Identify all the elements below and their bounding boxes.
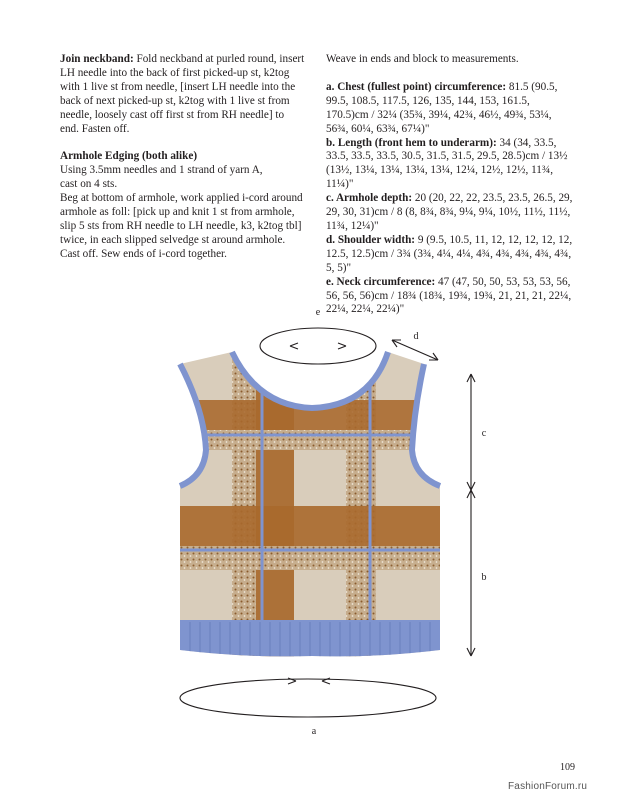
- measurement-armhole-value: 20 (20, 22, 22, 23.5, 23.5, 26.5, 29, 29, 30, 31)cm / 8 (8, 8¾, 8¾, 9¼, 9¼, 10½, 11½, 11½, 11¾, 12¼)": [326, 192, 573, 232]
- armhole-edging-line-2: cast on 4 sts.: [60, 178, 118, 191]
- armhole-edging-body: [60, 164, 305, 261]
- dimension-c-arrow: [467, 374, 475, 490]
- page-number: 109: [560, 762, 575, 773]
- left-column: [60, 53, 305, 262]
- right-column: [326, 53, 574, 317]
- measurement-length-value: 34 (34, 33.5, 33.5, 33.5, 33.5, 30.5, 31.5, 31.5, 29.5, 28.5)cm / 13½ (13½, 13¼, 13¼, 13¼, 13¼, 12¼, 12½, 12½, 11¾, 11¼)": [326, 136, 568, 191]
- dimension-a-arrow: [180, 678, 436, 717]
- dimension-label-c: c: [481, 428, 487, 439]
- watermark: FashionForum.ru: [508, 781, 588, 792]
- armhole-edging-heading: Armhole Edging (both alike): [60, 150, 198, 163]
- measurement-chest-label: a. Chest (fullest point) circumference:: [326, 80, 507, 93]
- measurement-shoulder-value: 9 (9.5, 10.5, 11, 12, 12, 12, 12, 12, 12.5, 12.5)cm / 3¾ (3¾, 4¼, 4¼, 4¾, 4¾, 4¾, 4¾, 4¾, 5, 5)": [326, 233, 573, 274]
- armhole-edging-finish: Cast off. Sew ends of i-cord together.: [60, 247, 227, 260]
- measurement-neck-value: 47 (47, 50, 50, 53, 53, 53, 56, 56, 56, 56)cm / 18¾ (18¾, 19¾, 19¾, 21, 21, 21, 22¼, 22¼, 22¼, 22¼)": [326, 275, 572, 316]
- dimension-label-e: e: [315, 307, 321, 318]
- measurement-shoulder: [326, 234, 574, 276]
- vest-diagram-svg: [0, 300, 621, 740]
- measurement-shoulder-label: d. Shoulder width:: [326, 233, 416, 246]
- vest-body: [170, 340, 450, 670]
- armhole-edging-line-1: Using 3.5mm needles and 1 strand of yarn A,: [60, 164, 263, 177]
- join-neckband-text: Fold neckband at purled round, insert LH needle into the back of first picked-up st, k2tog with 1 live st from needle, [insert LH needle into the back of next picked-up st, k2tog with 1 live st from needle, loosely cast off first st from RH needle] to end. Fasten off.: [60, 53, 305, 135]
- dimension-label-b: b: [481, 572, 487, 583]
- measurement-chest: [326, 81, 574, 137]
- vest-band-tweed-1: [170, 430, 450, 450]
- weave-in-ends-intro: Weave in ends and block to measurements.: [326, 53, 519, 65]
- measurement-chest-value: 81.5 (90.5, 99.5, 108.5, 117.5, 126, 135, 144, 153, 161.5, 170.5)cm / 32¼ (35¾, 39¼, 42¾, 46½, 49¾, 53¼, 56¾, 60¼, 63¾, 67¼)": [326, 80, 558, 135]
- vest-measurement-diagram: [0, 300, 621, 740]
- measurement-length: [326, 137, 574, 193]
- join-neckband-label: Join neckband:: [60, 53, 134, 65]
- measurement-neck-label: e. Neck circumference:: [326, 275, 436, 288]
- vest-band-brown-2: [170, 506, 450, 546]
- armhole-edging-instruction: Beg at bottom of armhole, work applied i-cord around armhole as foll: [pick up and knit 1 st from armhole, slip 5 sts from RH needle to LH needle, k3, k2tog tbl] twice, in each slipped selvedge st around armhole.: [60, 192, 303, 246]
- vest-band-brown-1: [170, 400, 450, 430]
- measurement-armhole: [326, 192, 574, 234]
- measurement-armhole-label: c. Armhole depth:: [326, 192, 413, 205]
- dimension-label-a: a: [311, 726, 317, 737]
- measurement-length-label: b. Length (front hem to underarm):: [326, 136, 497, 149]
- join-neckband-paragraph: [60, 53, 305, 136]
- dimension-b-arrow: [467, 490, 475, 656]
- dimension-e-arrow: [260, 328, 376, 364]
- dimension-label-d: d: [413, 331, 419, 342]
